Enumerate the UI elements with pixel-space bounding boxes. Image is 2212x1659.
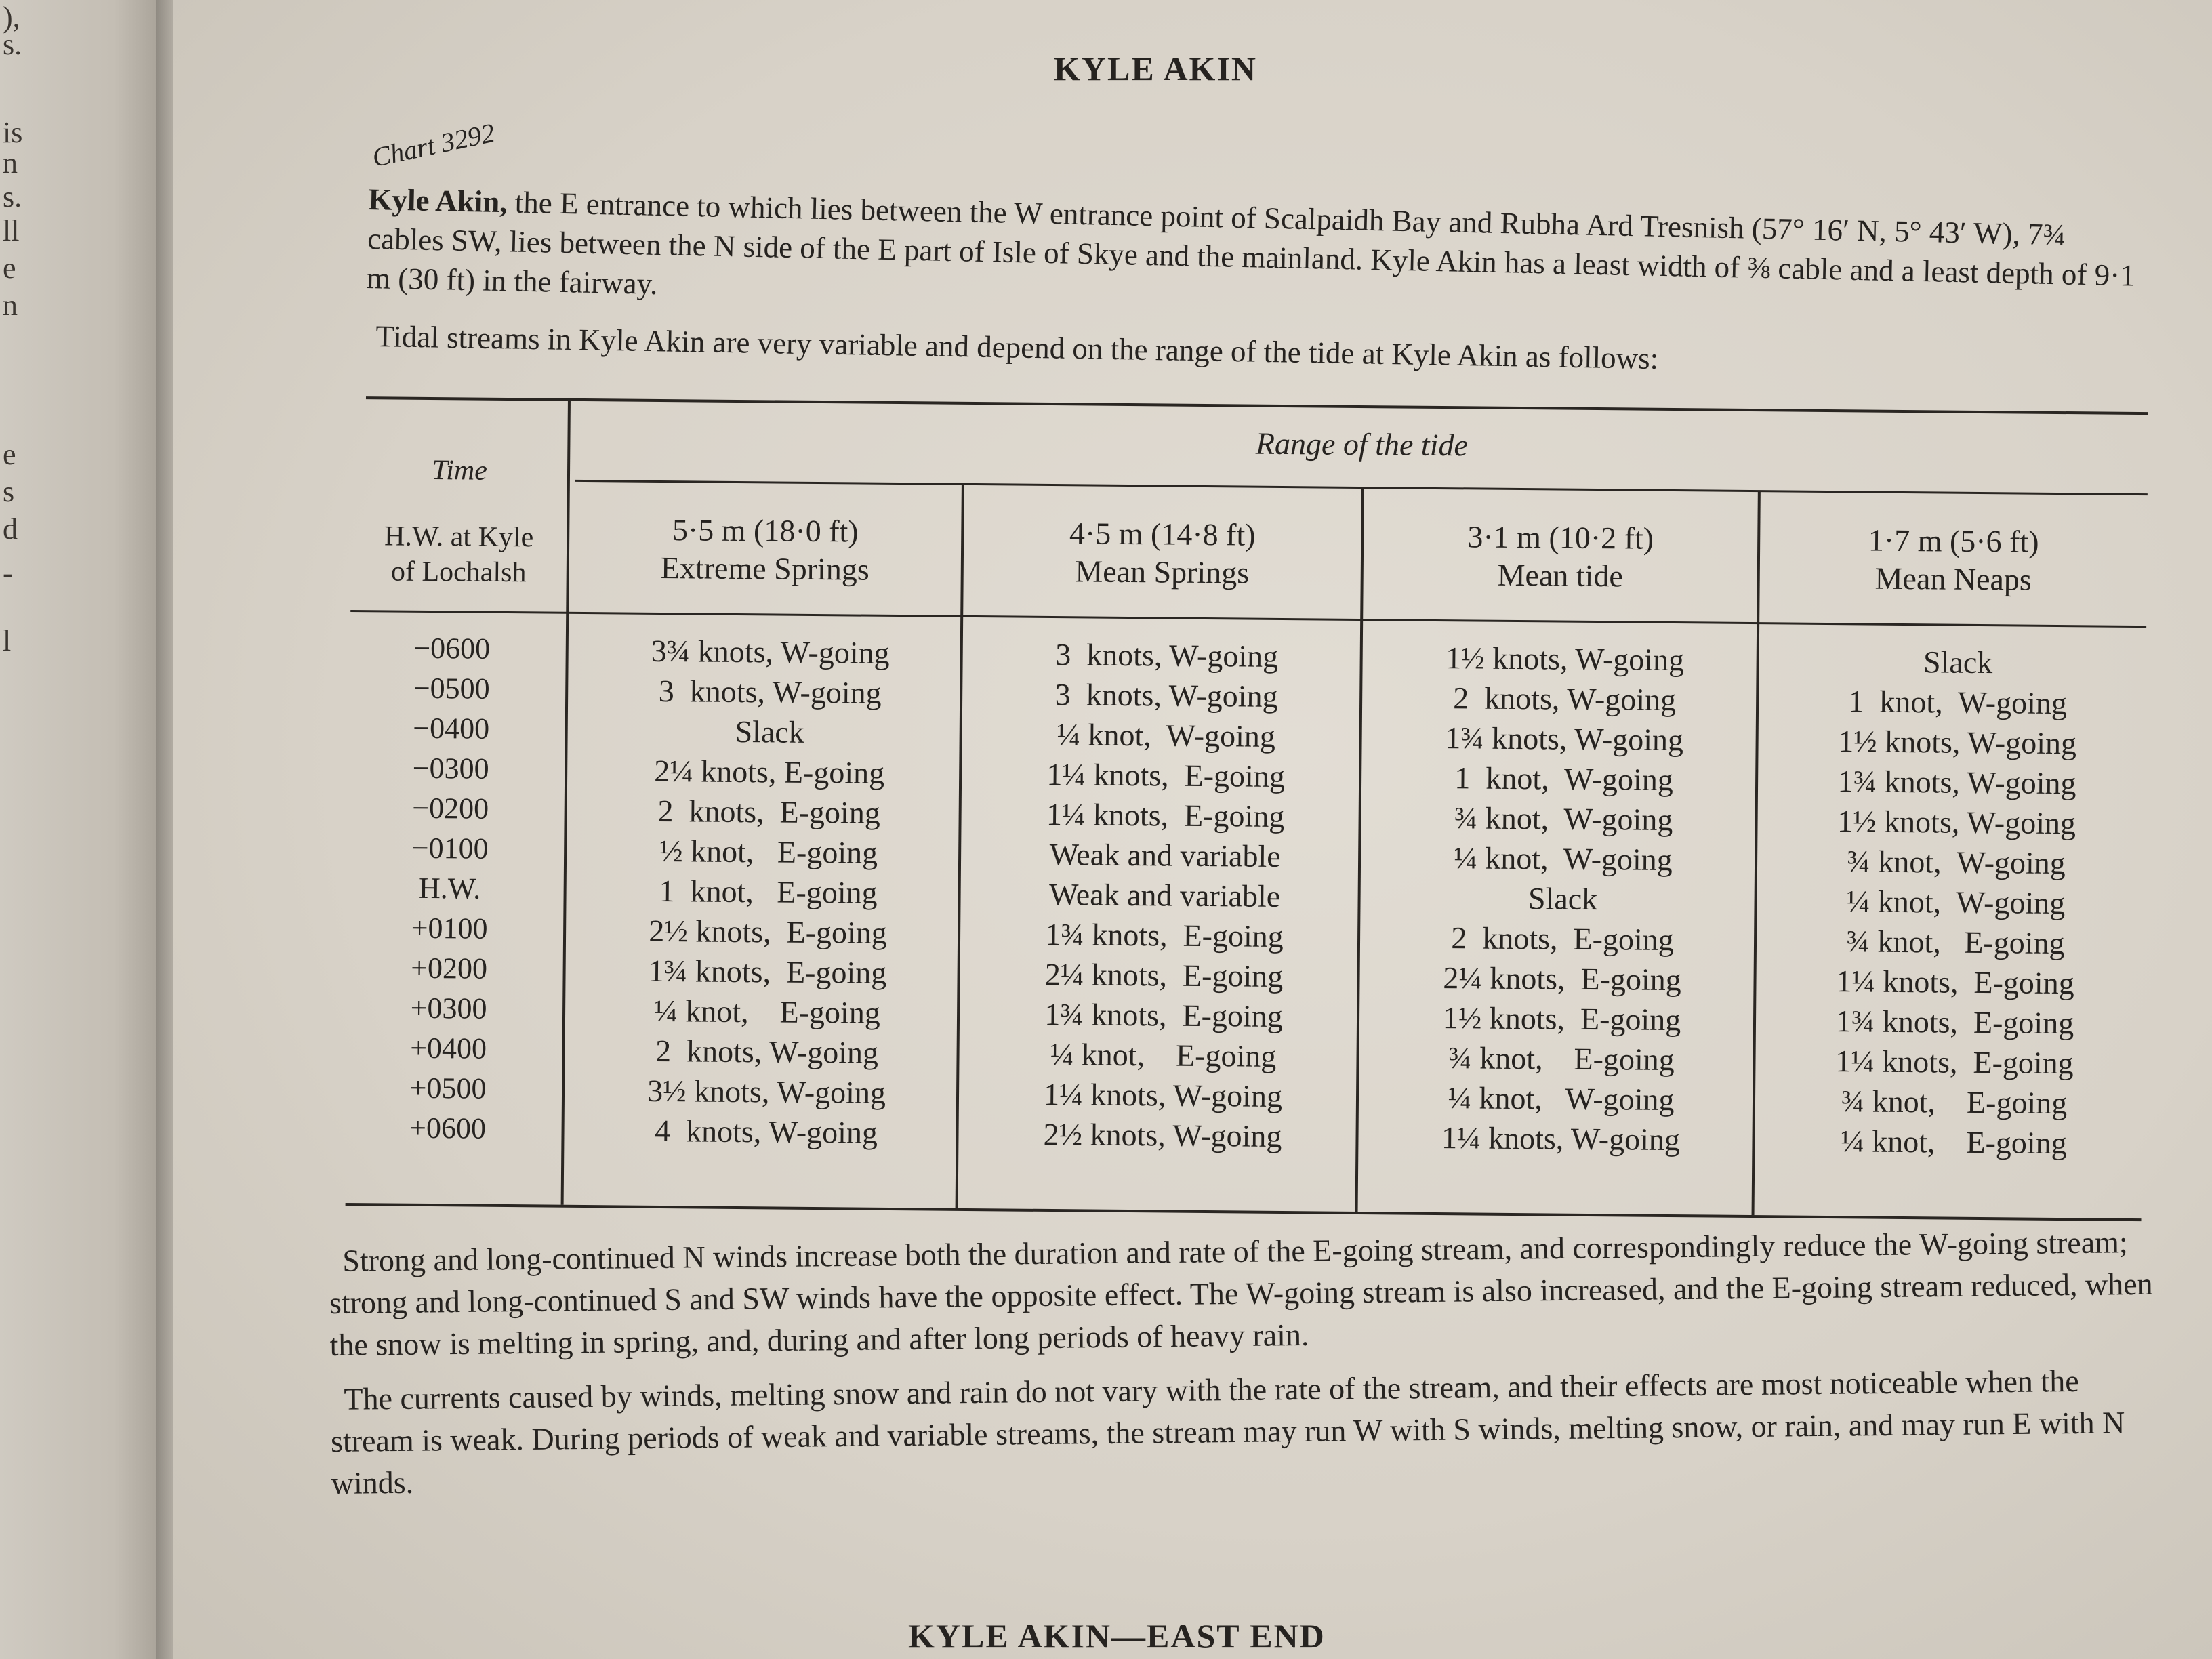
facing-page-fragment: l	[3, 624, 12, 657]
stream-cell: ¼ knot, E-going	[1841, 1124, 2067, 1161]
stream-cell: 3¾ knots, W-going	[651, 633, 890, 670]
stream-cell: Slack	[1528, 881, 1598, 917]
note-paragraph: Strong and long-continued N winds increase both the duration and rate of the E-going stream, and correspondingly reduce the W-going stream; strong and long-continued S and SW winds have the opposite effect. The W-going stream is also increased, and the E-going stream reduced, when the snow is melting in spring, and, during and after long periods of heavy rain.	[329, 1225, 2153, 1362]
stream-cell: ¼ knot, W-going	[1057, 717, 1276, 754]
stream-cell: 1½ knots, E-going	[1442, 1000, 1681, 1038]
facing-page-text	[0, 0, 41, 657]
stream-cell: 1¼ knots, E-going	[1046, 796, 1285, 834]
stream-cell: ½ knot, E-going	[659, 833, 878, 870]
time-cell: +0500	[409, 1071, 487, 1105]
time-cell: −0400	[413, 711, 490, 745]
stream-cell: 1¾ knots, E-going	[1835, 1004, 2074, 1041]
stream-cell: ¼ knot, W-going	[1846, 884, 2066, 921]
time-cell: −0600	[413, 631, 491, 665]
column-range: 5·5 m (18·0 ft)	[672, 512, 859, 549]
facing-page-fragment: e	[3, 438, 16, 471]
column-range: 4·5 m (14·8 ft)	[1069, 516, 1256, 552]
stream-cell: 1 knot, W-going	[1848, 684, 2068, 721]
stream-cell: ¼ knot, E-going	[1050, 1037, 1277, 1073]
facing-page-fragment: ll	[3, 214, 20, 247]
time-cell: +0600	[409, 1111, 487, 1145]
stream-cell: 2¼ knots, E-going	[1443, 960, 1681, 998]
stream-cell: 2 knots, E-going	[1451, 920, 1674, 958]
stream-cell: 2¼ knots, E-going	[654, 753, 885, 790]
column-label: Mean Springs	[1075, 554, 1250, 590]
range-header: Range of the tide	[1255, 426, 1469, 463]
stream-cell: 2½ knots, E-going	[649, 913, 888, 950]
stream-cell: 2½ knots, W-going	[1043, 1116, 1282, 1154]
book-page	[173, 0, 2212, 1659]
time-cell: +0400	[409, 1031, 487, 1065]
stream-cell: Weak and variable	[1049, 837, 1281, 874]
page-title: KYLE AKIN	[1054, 49, 1258, 87]
time-subheader-line-2: of Lochalsh	[390, 556, 527, 589]
facing-page-fragment: n	[3, 289, 18, 322]
facing-page-fragment: is	[3, 116, 23, 149]
stream-cell: 3½ knots, W-going	[647, 1073, 886, 1110]
stream-cell: 4 knots, W-going	[654, 1113, 878, 1150]
stream-cell: 1½ knots, W-going	[1446, 640, 1685, 678]
column-label: Extreme Springs	[660, 550, 869, 587]
facing-page-fragment: -	[3, 556, 13, 590]
tidal-intro-text: Tidal streams in Kyle Akin are very variable and depend on the range of the tide at Kyle Akin as follows:	[375, 319, 1659, 376]
stream-cell: ¼ knot, E-going	[654, 993, 881, 1030]
stream-cell: 3 knots, W-going	[1055, 637, 1279, 674]
stream-cell: ¾ knot, E-going	[1841, 1084, 2068, 1121]
facing-page	[0, 0, 163, 1659]
column-header-rule	[350, 610, 2146, 628]
stream-cell: ¾ knot, W-going	[1454, 800, 1673, 838]
intro-text: the E entrance to which lies between the W entrance point of Scalpaidh Bay and Rubha Ard Tresnish (57° 16′ N, 5° 43′ W), 7¾ cables SW, lies between the N side of the E part of Isle of Skye and the mainland. Kyle Akin has a least width of ⅜ cable and a least depth of 9·1 m (30 ft) in the fairway.	[366, 185, 2136, 301]
chart-reference: Chart 3292	[369, 117, 497, 173]
stream-cell: 1 knot, W-going	[1454, 760, 1674, 798]
stream-cell: Slack	[1923, 644, 1993, 680]
stream-cell: 1½ knots, W-going	[1838, 724, 2077, 761]
stream-cell: 1¼ knots, E-going	[1046, 756, 1286, 794]
stream-cell: ¼ knot, W-going	[1448, 1080, 1675, 1118]
column-range: 1·7 m (5·6 ft)	[1868, 523, 2039, 559]
column-header-mean-tide	[1364, 517, 1758, 596]
stream-cell: ¾ knot, E-going	[1846, 924, 2065, 961]
stream-cell: 1¾ knots, W-going	[1445, 720, 1684, 758]
stream-cell: 2 knots, W-going	[1453, 680, 1677, 718]
stream-cell: ¾ knot, E-going	[1448, 1040, 1675, 1078]
stream-cell: Slack	[735, 714, 805, 750]
time-cell: +0100	[411, 911, 488, 945]
facing-page-fragment: d	[3, 512, 18, 546]
stream-cell: 1 knot, E-going	[659, 873, 878, 910]
stream-cell: 2 knots, E-going	[657, 793, 881, 830]
tidal-stream-table	[346, 396, 2148, 1222]
time-cell: +0200	[411, 951, 488, 985]
stream-cell: 1¾ knots, E-going	[1045, 916, 1284, 954]
time-subheader	[351, 518, 567, 591]
facing-page-fragment: ),	[3, 1, 20, 34]
stream-cell: 1½ knots, W-going	[1837, 804, 2076, 841]
facing-page-fragment: s.	[3, 180, 22, 213]
stream-cell: 1¼ knots, E-going	[1835, 1044, 2074, 1081]
notes	[329, 1221, 2161, 1517]
stream-cell: 1¼ knots, W-going	[1043, 1076, 1283, 1114]
time-cell: −0200	[412, 791, 489, 825]
column-header-mean-springs	[964, 514, 1361, 593]
stream-cell: 3 knots, W-going	[658, 673, 882, 710]
time-cell: −0300	[412, 751, 489, 785]
section-heading: KYLE AKIN—EAST END	[908, 1617, 1326, 1655]
time-cell: +0300	[410, 991, 487, 1025]
column-label: Mean tide	[1497, 557, 1624, 594]
stream-cell: 1¾ knots, E-going	[1044, 996, 1283, 1034]
column-range: 3·1 m (10·2 ft)	[1467, 519, 1654, 556]
table-top-rule	[366, 396, 2148, 415]
stream-cell: ¼ knot, W-going	[1454, 840, 1673, 878]
time-cell: −0100	[411, 831, 489, 865]
stream-cell: 1¾ knots, W-going	[1837, 764, 2076, 801]
stream-cell: Weak and variable	[1048, 877, 1281, 914]
column-header-extreme-springs	[569, 510, 962, 590]
stream-cell: 1¾ knots, E-going	[648, 953, 887, 990]
time-cell: H.W.	[418, 871, 481, 905]
facing-page-fragment: n	[3, 146, 18, 180]
facing-page-fragment: s	[3, 475, 15, 508]
time-subheader-line-1: H.W. at Kyle	[384, 520, 534, 554]
place-name: Kyle Akin,	[368, 182, 508, 220]
stream-cell: ¾ knot, W-going	[1847, 844, 2066, 881]
stream-cell: 2¼ knots, E-going	[1044, 956, 1284, 994]
column-header-mean-neaps	[1760, 520, 2148, 600]
facing-page-fragment: e	[3, 251, 16, 285]
note-paragraph: The currents caused by winds, melting snow and rain do not vary with the rate of the stream, and their effects are most noticeable when the stream is weak. During periods of weak and variable streams, the stream may run W with S winds, melting snow, or rain, and may run E with N winds.	[330, 1363, 2125, 1500]
time-header: Time	[432, 455, 488, 487]
stream-cell: 2 knots, W-going	[655, 1033, 879, 1070]
facing-page-fragment: s.	[3, 28, 22, 61]
column-label: Mean Neaps	[1875, 560, 2032, 597]
table-bottom-rule	[346, 1203, 2142, 1221]
intro-paragraph	[367, 152, 2145, 335]
stream-cell: 3 knots, W-going	[1054, 677, 1278, 714]
stream-cell: 1¼ knots, W-going	[1441, 1120, 1681, 1158]
time-cell: −0500	[413, 671, 490, 705]
stream-cell: 1¼ knots, E-going	[1836, 964, 2074, 1001]
